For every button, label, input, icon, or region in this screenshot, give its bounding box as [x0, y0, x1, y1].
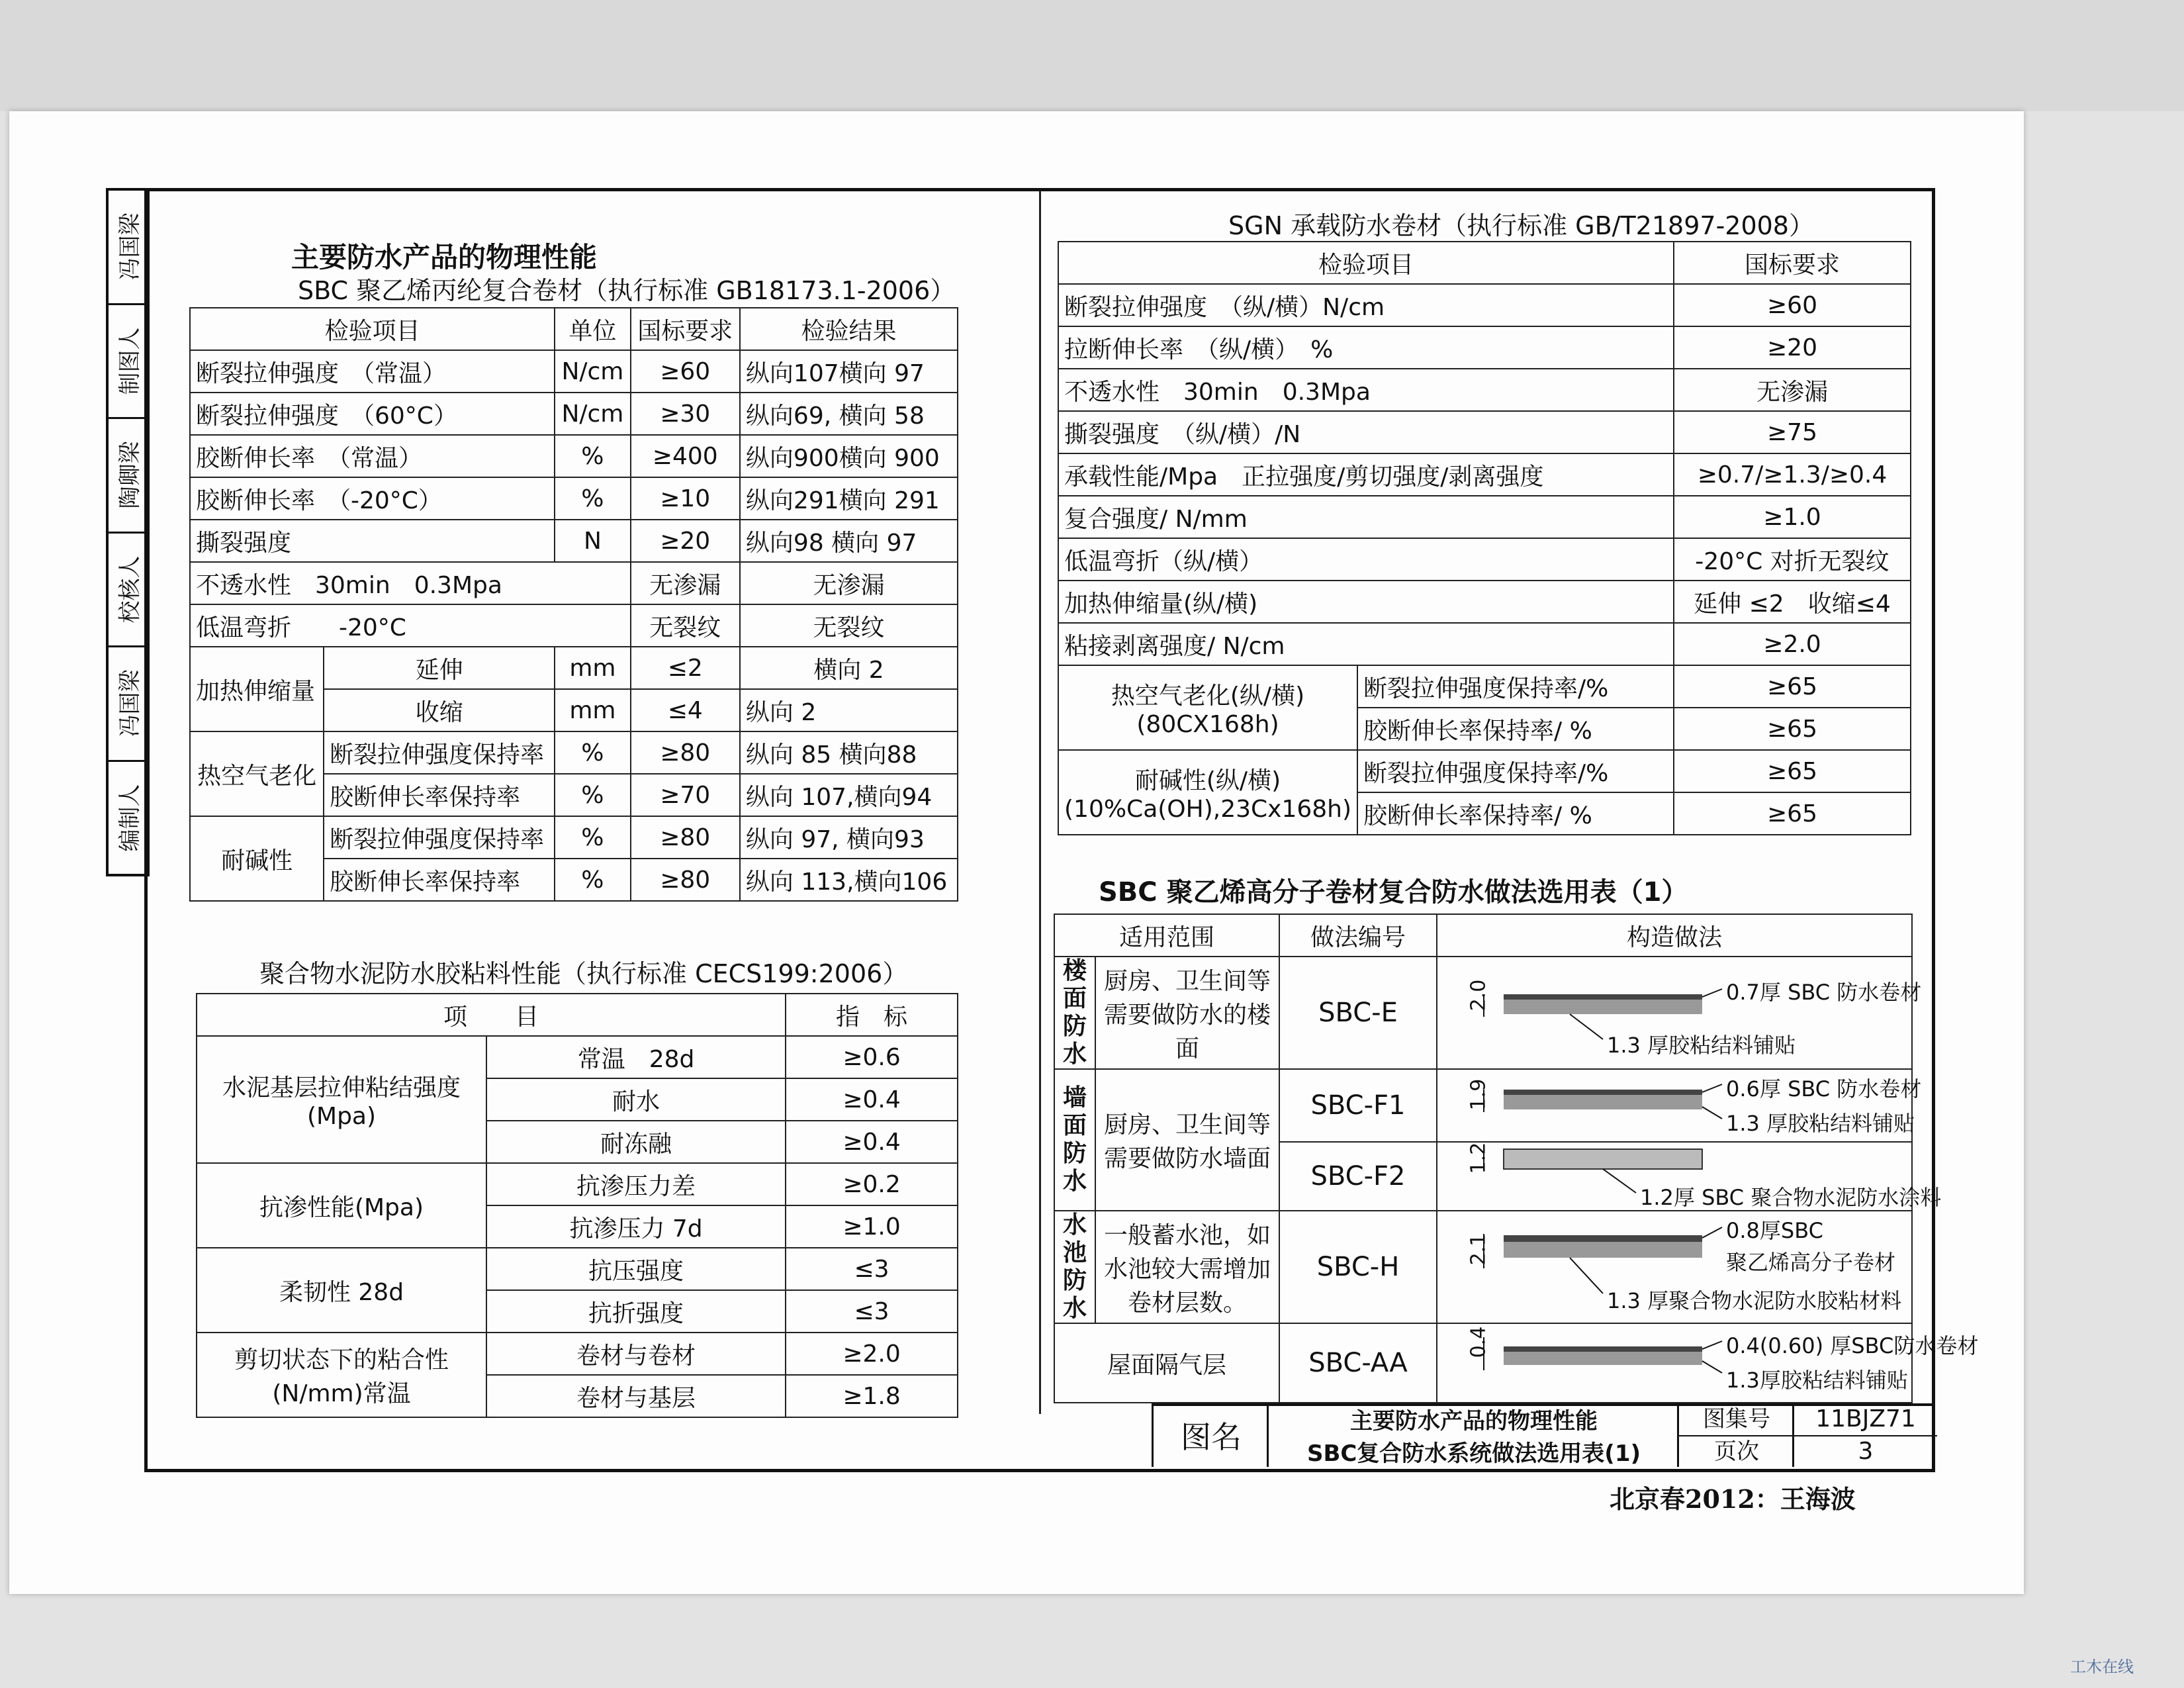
- table-row: 粘接剥离强度/ N/cm ≥2.0: [1058, 623, 1911, 665]
- table-row: 热空气老化(纵/横)(80CX168h) 断裂拉伸强度保持率/% ≥65: [1058, 665, 1911, 708]
- table-row: 墙面防水 厨房、卫生间等需要做防水墙面 SBC-F1 1.9 0.6厚 SBC 防水卷材 1.3 厚胶粘结料铺贴: [1054, 1069, 1912, 1142]
- table-row: 不透水性 30min 0.3Mpa 无渗漏: [1058, 369, 1911, 411]
- signature-cell: 冯国梁: [109, 647, 147, 762]
- table-row: 加热伸缩量 延伸 mm ≤2 横向 2: [190, 647, 958, 689]
- table-row: 撕裂强度 N ≥20 纵向98 横向 97: [190, 520, 958, 562]
- sbc-properties-table: [189, 307, 958, 902]
- signature-cell: 陶卿梁: [109, 419, 147, 534]
- center-divider: [1039, 191, 1041, 1414]
- cement-table-caption: 聚合物水泥防水胶粘料性能（执行标准 CECS199:2006）: [259, 959, 908, 988]
- table-row: 承载性能/Mpa 正拉强度/剪切强度/剥离强度 ≥0.7/≥1.3/≥0.4: [1058, 453, 1911, 496]
- selection-table-title: SBC 聚乙烯高分子卷材复合防水做法选用表（1）: [1099, 877, 1688, 908]
- signature-cell: 冯国梁: [109, 191, 147, 305]
- table-header-row: 检验项目 国标要求: [1058, 242, 1911, 284]
- title-name: 主要防水产品的物理性能 SBC复合防水系统做法选用表(1): [1267, 1403, 1679, 1467]
- table-row: 卷材与基层 ≥1.8: [197, 1375, 958, 1417]
- table-row: 胶断伸长率保持率 % ≥70 纵向 107,横向94: [190, 774, 958, 816]
- table-header-row: 适用范围 做法编号 构造做法: [1054, 914, 1912, 957]
- table-row: 胶断伸长率保持率 % ≥80 纵向 113,横向106: [190, 859, 958, 901]
- sgn-table-caption: SGN 承载防水卷材（执行标准 GB/T21897-2008）: [1228, 211, 1814, 240]
- table-row: 抗渗性能(Mpa) 抗渗压力差 ≥0.2: [197, 1163, 958, 1205]
- signature-cell: 制图人: [109, 305, 147, 420]
- construction-detail: 2.1 0.8厚SBC 聚乙烯高分子卷材 1.3 厚聚合物水泥防水胶粘材料: [1437, 1211, 1912, 1323]
- table-row: 断裂拉伸强度 （常温） N/cm ≥60 纵向107横向 97: [190, 350, 958, 393]
- construction-detail: 0.4 0.4(0.60) 厚SBC防水卷材 1.3厚胶粘结料铺贴: [1437, 1323, 1912, 1403]
- signature-cell: 编制人: [116, 784, 144, 852]
- table-row: 不透水性 30min 0.3Mpa 无渗漏 无渗漏: [190, 562, 958, 604]
- sbc-table-caption: SBC 聚乙烯丙纶复合卷材（执行标准 GB18173.1-2006）: [298, 276, 956, 305]
- table-row: 剪切状态下的粘合性(N/mm)常温 卷材与卷材 ≥2.0: [197, 1333, 958, 1375]
- table-row: 胶断伸长率保持率/ % ≥65: [1058, 708, 1911, 750]
- table-header-row: 项 目 指 标: [197, 994, 958, 1036]
- title-label: 图名: [1152, 1403, 1269, 1467]
- table-row: 低温弯折（纵/横） -20°C 对折无裂纹: [1058, 538, 1911, 581]
- table-row: 耐碱性 断裂拉伸强度保持率 % ≥80 纵向 97, 横向93: [190, 816, 958, 859]
- table-row: 屋面隔气层 SBC-AA 0.4 0.4(0.60) 厚SBC防水卷材 1.3厚胶粘结料铺贴: [1054, 1323, 1912, 1403]
- table-row: 耐水 ≥0.4: [197, 1078, 958, 1121]
- table-row: 耐碱性(纵/横)(10%Ca(OH),23Cx168h) 断裂拉伸强度保持率/% ≥65: [1058, 750, 1911, 792]
- table-row: SBC-F2 1.2 1.2厚 SBC 聚合物水泥防水涂料: [1054, 1142, 1912, 1211]
- table-row: 拉断伸长率 （纵/横） % ≥20: [1058, 326, 1911, 369]
- atlas-page-labels: 图集号 页次: [1677, 1403, 1794, 1467]
- table-row: 柔韧性 28d 抗压强度 ≤3: [197, 1248, 958, 1290]
- table-row: 胶断伸长率 （常温） % ≥400 纵向900横向 900: [190, 435, 958, 477]
- background-top: [0, 0, 2184, 111]
- construction-detail: 2.0 0.7厚 SBC 防水卷材 1.3 厚胶粘结料铺贴: [1437, 957, 1912, 1069]
- page-heading: 主要防水产品的物理性能: [291, 241, 598, 273]
- table-row: 耐冻融 ≥0.4: [197, 1121, 958, 1163]
- table-row: 撕裂强度 （纵/横）/N ≥75: [1058, 411, 1911, 453]
- table-row: 水泥基层拉伸粘结强度(Mpa) 常温 28d ≥0.6: [197, 1036, 958, 1078]
- table-row: 抗折强度 ≤3: [197, 1290, 958, 1333]
- construction-detail: 1.9 0.6厚 SBC 防水卷材 1.3 厚胶粘结料铺贴: [1437, 1069, 1912, 1142]
- table-row: 水池防水 一般蓄水池，如水池较大需增加卷材层数。 SBC-H 2.1 0.8厚SBC 聚乙烯高分子卷材 1.3 厚聚合物水泥防水胶粘材料: [1054, 1211, 1912, 1323]
- table-row: 断裂拉伸强度 （纵/横）N/cm ≥60: [1058, 284, 1911, 326]
- watermark-logo: 工木在线: [2070, 1658, 2134, 1676]
- table-header-row: 检验项目 单位 国标要求 检验结果: [190, 308, 958, 350]
- table-row: 抗渗压力 7d ≥1.0: [197, 1205, 958, 1248]
- table-row: 收缩 mm ≤4 纵向 2: [190, 689, 958, 731]
- table-row: 胶断伸长率保持率/ % ≥65: [1058, 792, 1911, 835]
- sgn-properties-table: [1058, 241, 1911, 835]
- table-row: 断裂拉伸强度 （60°C） N/cm ≥30 纵向69, 横向 58: [190, 393, 958, 435]
- signature-cell: 校核人: [109, 534, 147, 648]
- selection-table: [1054, 914, 1979, 1403]
- table-row: 胶断伸长率 （-20°C） % ≥10 纵向291横向 291: [190, 477, 958, 520]
- atlas-page-values: 11BJZ71 3: [1792, 1403, 1937, 1467]
- table-row: 热空气老化 断裂拉伸强度保持率 % ≥80 纵向 85 横向88: [190, 731, 958, 774]
- author-footer: 北京春2012：王海波: [1610, 1484, 1856, 1514]
- table-row: 楼面防水 厨房、卫生间等需要做防水的楼面 SBC-E 2.0 0.7厚 SBC 防水卷材 1.3 厚胶粘结料铺贴: [1054, 957, 1912, 1069]
- table-row: 加热伸缩量(纵/横) 延伸 ≤2 收缩≤4: [1058, 581, 1911, 623]
- cement-properties-table: [196, 993, 958, 1418]
- signature-strip: [106, 188, 150, 876]
- table-row: 低温弯折 -20°C 无裂纹 无裂纹: [190, 604, 958, 647]
- construction-detail: 1.2 1.2厚 SBC 聚合物水泥防水涂料: [1437, 1142, 1912, 1211]
- table-row: 复合强度/ N/mm ≥1.0: [1058, 496, 1911, 538]
